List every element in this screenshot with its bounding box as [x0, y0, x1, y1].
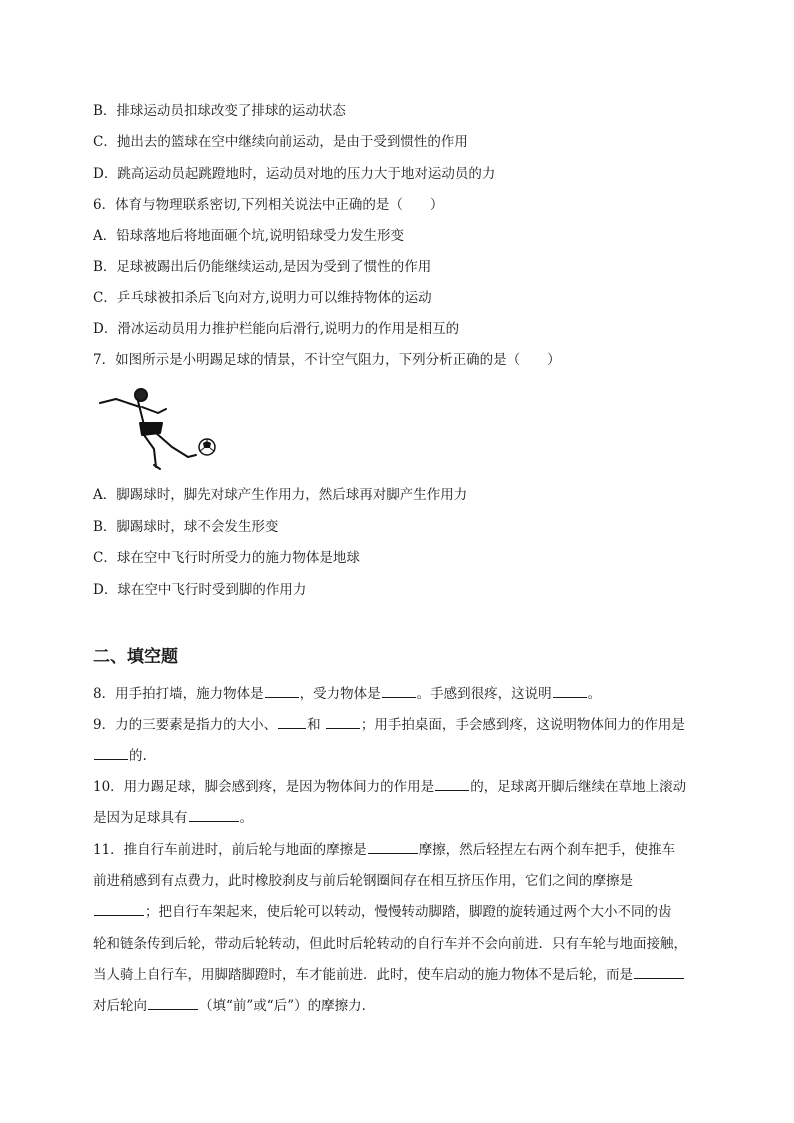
q9-text-1: 9．力的三要素是指力的大小、 [93, 717, 278, 733]
q10-line-1 [93, 777, 686, 797]
q7-stem: 7．如图所示是小明踢足球的情景，不计空气阻力，下列分析正确的是（ ） [93, 352, 561, 368]
q11-line-1 [93, 840, 675, 860]
q11-line-3 [93, 902, 672, 922]
answer-blank[interactable] [94, 902, 144, 916]
q6-option-c: C．乒乓球被扣杀后飞向对方,说明力可以维持物体的运动 [93, 290, 432, 306]
q10-text-1: 10．用力踢足球，脚会感到疼，是因为物体间力的作用是 [93, 779, 435, 795]
q8-text-1: 8．用手拍打墙，施力物体是 [93, 686, 264, 702]
q9-text-4: 的. [129, 748, 147, 764]
section-title: 二、填空题 [93, 647, 178, 667]
q8-text-3: 。手感到很疼，这说明 [416, 686, 552, 702]
q11-line-4: 轮和链条传到后轮，带动后轮转动，但此时后轮转动的自行车并不会向前进．只有车轮与地面接触， [93, 936, 687, 952]
q9-line-2 [93, 746, 147, 766]
answer-blank[interactable] [326, 715, 360, 729]
q9-line-1 [93, 715, 685, 735]
q11-line-5 [93, 965, 685, 985]
q11-text-6: 对后轮向 [93, 998, 147, 1014]
q7-option-a: A．脚踢球时，脚先对球产生作用力，然后球再对脚产生作用力 [93, 487, 468, 503]
q6-stem: 6．体育与物理联系密切,下列相关说法中正确的是（ ） [93, 197, 444, 213]
answer-blank[interactable] [189, 808, 239, 822]
q11-text-7: （填“前”或“后”）的摩擦力． [199, 998, 376, 1014]
q11-text-2: 摩擦，然后轻捏左右两个刹车把手，使推车 [418, 842, 676, 858]
q6-option-d: D．滑冰运动员用力推护栏能向后滑行,说明力的作用是相互的 [93, 321, 460, 337]
q6-option-b: B．足球被踢出后仍能继续运动,是因为受到了惯性的作用 [93, 259, 432, 275]
q11-text-3: ；把自行车架起来，使后轮可以转动，慢慢转动脚踏，脚蹬的旋转通过两个大小不同的齿 [145, 904, 672, 920]
q11-line-6 [93, 996, 375, 1016]
q10-line-2 [93, 808, 253, 828]
q10-text-2: 的，足球离开脚后继续在草地上滚动 [470, 779, 687, 795]
q7-option-b: B．脚踢球时，球不会发生形变 [93, 519, 279, 535]
q7-option-d: D．球在空中飞行时受到脚的作用力 [93, 582, 307, 598]
q9-text-2: 和 [307, 717, 325, 733]
q5-option-c: C．抛出去的篮球在空中继续向前运动，是由于受到惯性的作用 [93, 134, 468, 150]
q5-option-d: D．跳高运动员起跳蹬地时，运动员对地的压力大于地对运动员的力 [93, 166, 496, 182]
answer-blank[interactable] [553, 684, 587, 698]
q8-text-2: ，受力物体是 [299, 686, 381, 702]
q8 [93, 684, 601, 704]
q8-text-4: 。 [587, 686, 602, 702]
answer-blank[interactable] [278, 715, 306, 729]
q11-text-5: 当人骑上自行车，用脚踏脚蹬时，车才能前进．此时，使车启动的施力物体不是后轮，而是 [93, 967, 633, 983]
answer-blank[interactable] [435, 777, 469, 791]
q7-option-c: C．球在空中飞行时所受力的施力物体是地球 [93, 550, 360, 566]
q11-line-2: 前进稍感到有点费力，此时橡胶刹皮与前后轮钢圈间存在相互挤压作用，它们之间的摩擦是 [93, 873, 633, 889]
answer-blank[interactable] [368, 840, 418, 854]
answer-blank[interactable] [94, 746, 128, 760]
q10-text-4: 。 [239, 810, 253, 826]
q10-text-3: 是因为足球具有 [93, 810, 188, 826]
q9-text-3: ；用手拍桌面，手会感到疼，这说明物体间力的作用是 [360, 717, 685, 733]
answer-blank[interactable] [634, 965, 684, 979]
answer-blank[interactable] [265, 684, 299, 698]
q11-text-1: 11．推自行车前进时，前后轮与地面的摩擦是 [93, 842, 367, 858]
q6-option-a: A．铅球落地后将地面砸个坑,说明铅球受力发生形变 [93, 228, 405, 244]
q5-option-b: B．排球运动员扣球改变了排球的运动状态 [93, 103, 346, 119]
answer-blank[interactable] [148, 996, 198, 1010]
answer-blank[interactable] [382, 684, 416, 698]
soccer-player-kicking-ball-icon [96, 385, 221, 475]
